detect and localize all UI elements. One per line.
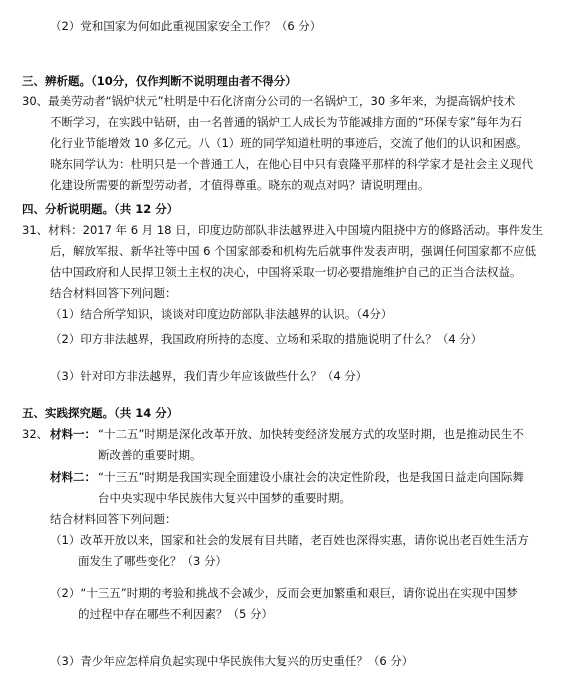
section-4-heading: 四、分析说明题。（共 12 分） xyxy=(22,202,179,216)
material-1-line-2: 断改善的重要时期。 xyxy=(98,448,202,462)
q32-instruction: 结合材料回答下列问题： xyxy=(50,512,177,526)
material-1-label: 材料一： xyxy=(50,427,96,441)
q32-sub-question-1-line-2: 面发生了哪些变化？（3 分） xyxy=(78,554,227,568)
section-5-heading: 五、实践探究题。（共 14 分） xyxy=(22,406,179,420)
q30-line-2: 不断学习，在实践中钻研，由一名普通的锅炉工人成长为节能减排方面的“环保专家”每年为石 xyxy=(50,115,522,129)
q32-number: 32、 xyxy=(22,427,49,441)
q31-instruction: 结合材料回答下列问题： xyxy=(50,286,177,300)
q30-line-3: 化行业节能增效 10 多亿元。八（1）班的同学知道杜明的事迹后，交流了他们的认识和困惑。 xyxy=(50,136,528,150)
material-2-line-2: 台中央实现中华民族伟大复兴中国梦的重要时期。 xyxy=(98,491,351,505)
q30-line-4: 晓东同学认为：杜明只是一个普通工人，在他心目中只有袁隆平那样的科学家才是社会主义现代 xyxy=(50,157,533,171)
q32-sub-question-3: （3）青少年应怎样肩负起实现中华民族伟大复兴的历史重任？（6 分） xyxy=(50,654,414,668)
q31-sub-question-1: （1）结合所学知识，谈谈对印度边防部队非法越界的认识。（4分） xyxy=(50,307,393,321)
material-2-line-1: “十三五”时期是我国实现全面建设小康社会的决定性阶段，也是我国日益走向国际舞 xyxy=(98,470,524,484)
q32-sub-question-2-line-2: 的过程中存在哪些不利因素？（5 分） xyxy=(78,607,273,621)
q30-line-1: 30、最美劳动者“锅炉状元”杜明是中石化济南分公司的一名锅炉工，30 多年来，为提高锅炉技术 xyxy=(22,94,516,108)
q31-line-1: 31、材料：2017 年 6 月 18 日，印度边防部队非法越界进入中国境内阻挠中方的修路活动。事件发生 xyxy=(22,223,544,237)
q31-line-3: 估中国政府和人民捍卫领土主权的决心，中国将采取一切必要措施维护自己的正当合法权益。 xyxy=(50,265,522,279)
q32-sub-question-2-line-1: （2）“十三五”时期的考验和挑战不会减少，反而会更加繁重和艰巨，请你说出在实现中国梦 xyxy=(50,586,518,600)
q32-sub-question-1-line-1: （1）改革开放以来，国家和社会的发展有目共睹，老百姓也深得实惠，请你说出老百姓生活方 xyxy=(50,533,529,547)
material-2-label: 材料二： xyxy=(50,470,96,484)
q31-sub-question-3: （3）针对印方非法越界，我们青少年应该做些什么？（4 分） xyxy=(50,369,368,383)
section-3-heading: 三、辨析题。（10分，仅作判断不说明理由者不得分） xyxy=(22,74,297,88)
q30-line-5: 化建设所需要的新型劳动者，才值得尊重。晓东的观点对吗？请说明理由。 xyxy=(50,178,430,192)
q31-line-2: 后，解放军报、新华社等中国 6 个国家部委和机构先后就事件发表声明，强调任何国家都不应低 xyxy=(50,244,537,258)
q31-sub-question-2: （2）印方非法越界，我国政府所持的态度、立场和采取的措施说明了什么？（4 分） xyxy=(50,332,483,346)
previous-question-2: （2）党和国家为何如此重视国家安全工作？（6 分） xyxy=(50,19,322,33)
material-1-line-1: “十二五”时期是深化改革开放、加快转变经济发展方式的攻坚时期，也是推动民生不 xyxy=(98,427,524,441)
